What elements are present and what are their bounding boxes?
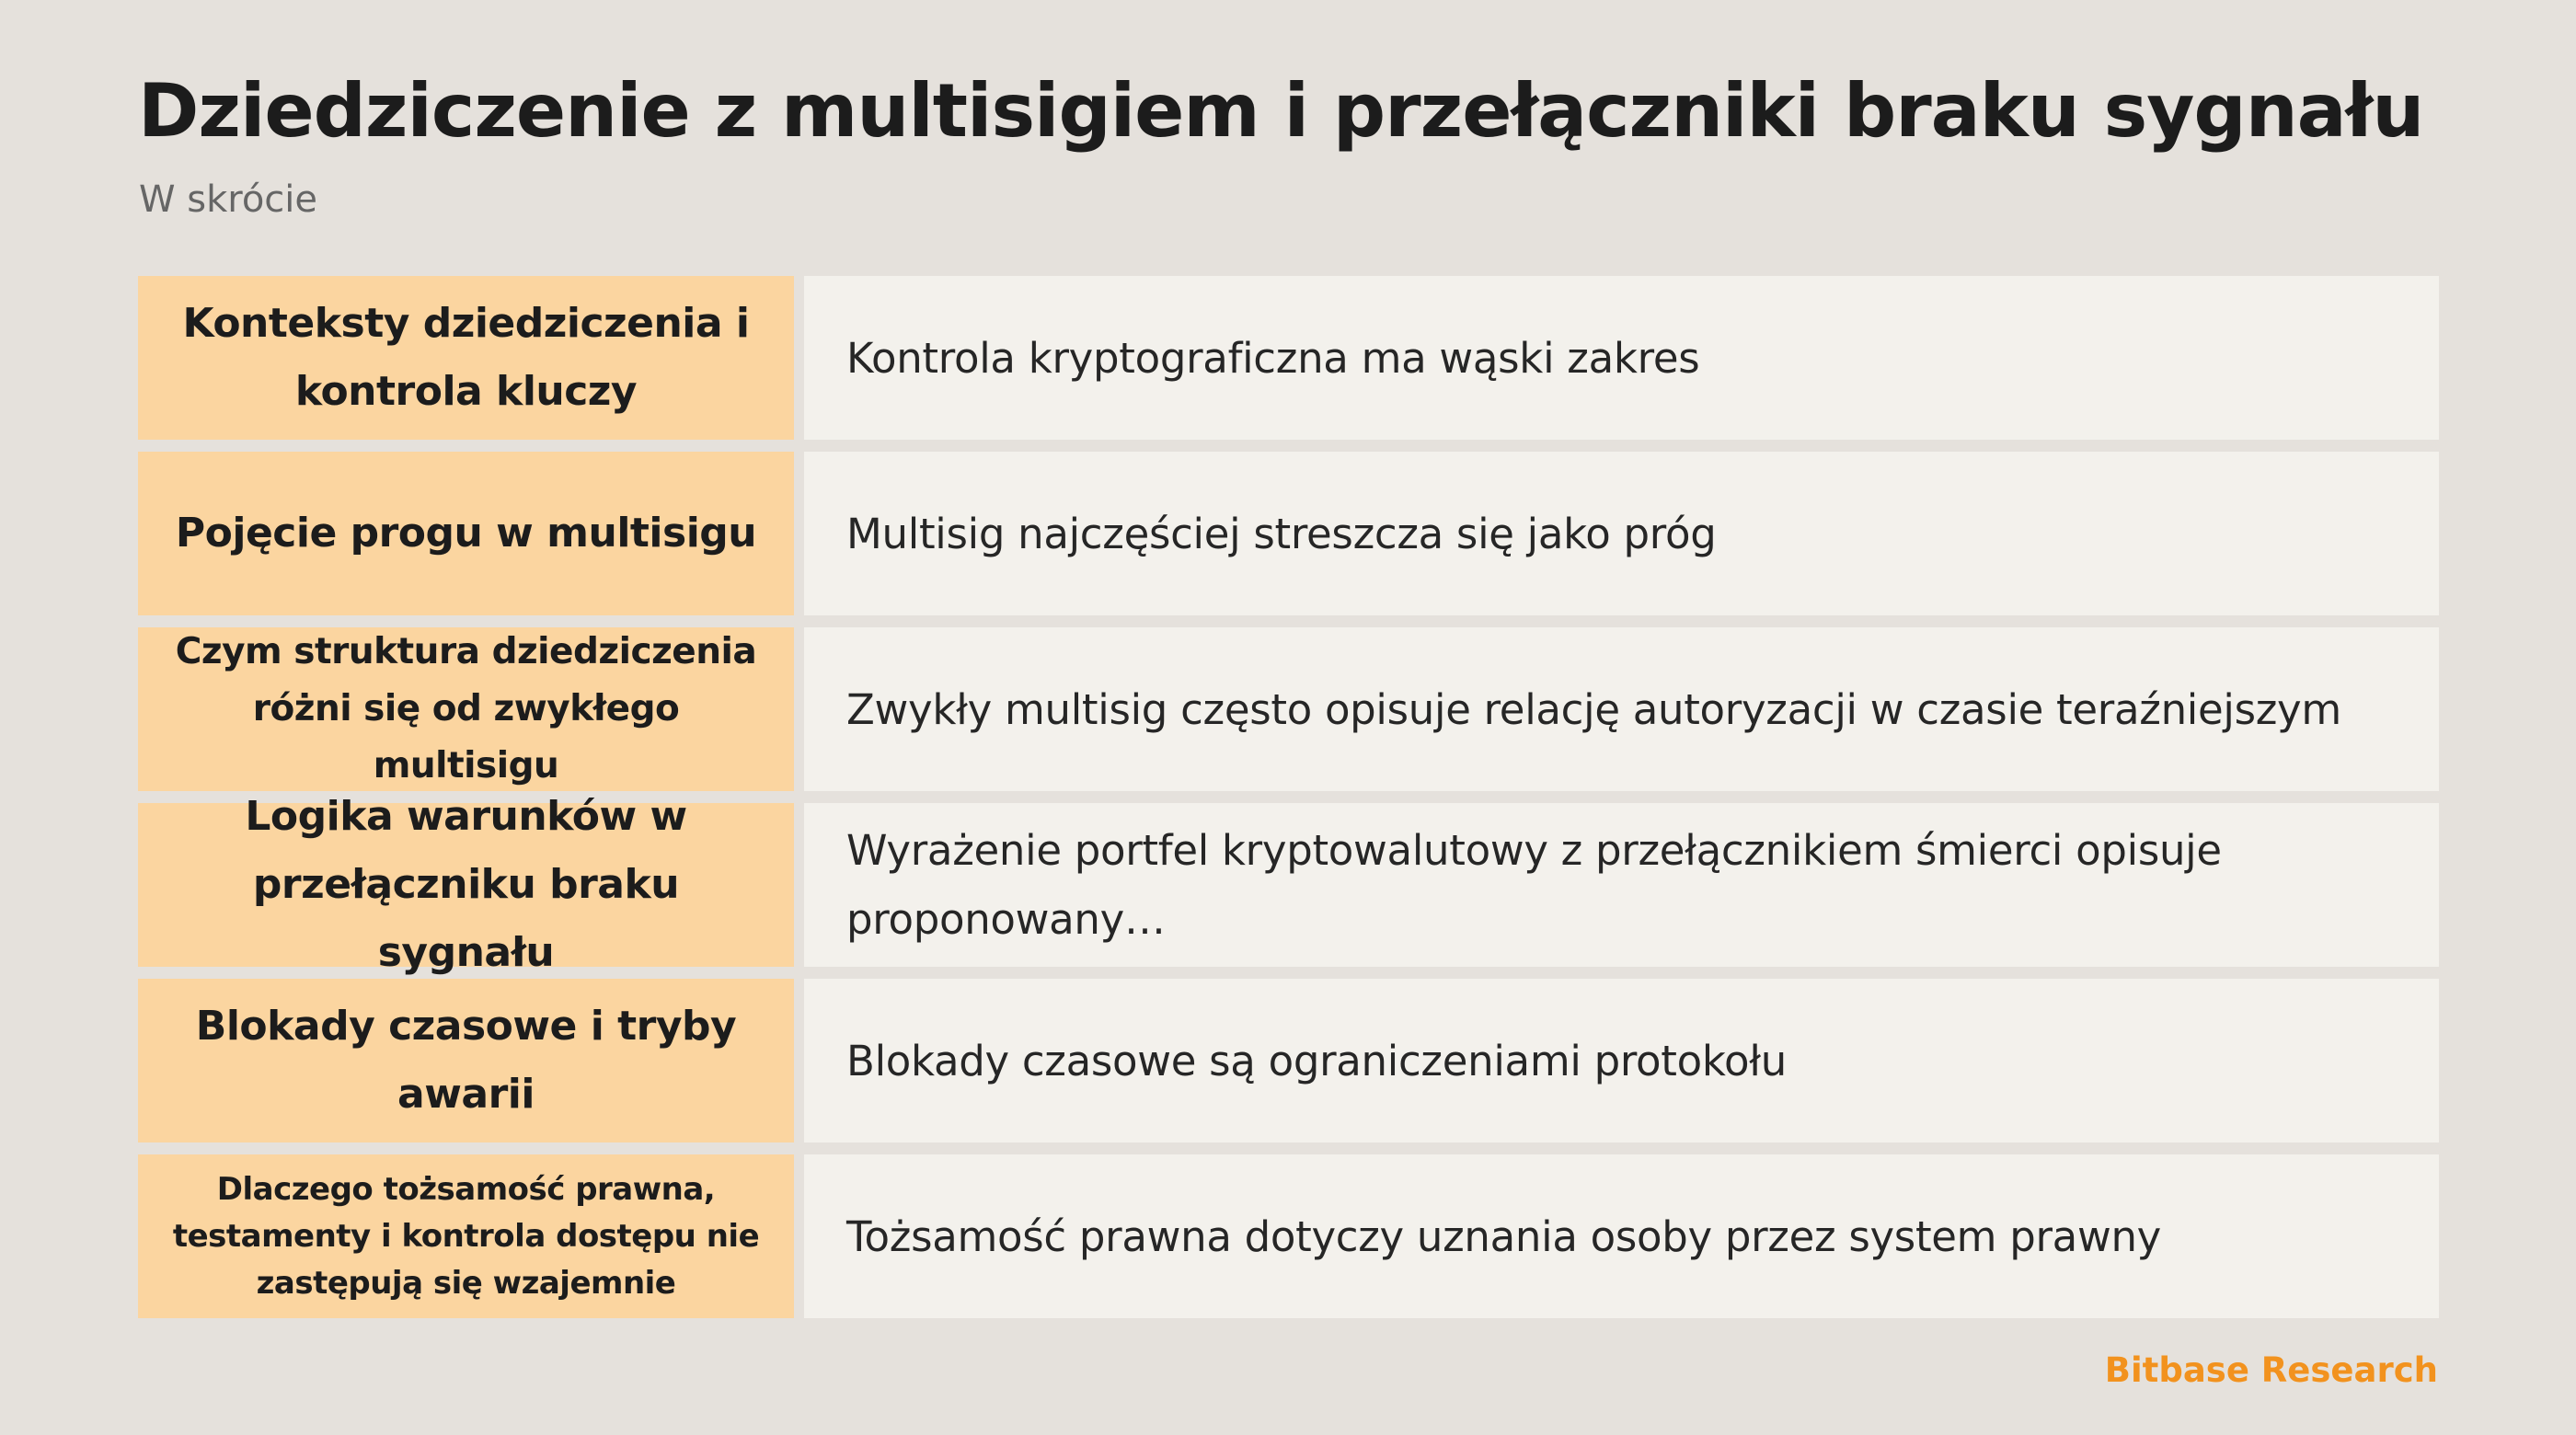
- row-value: Multisig najczęściej streszcza się jako próg: [804, 452, 2439, 615]
- page-title: Dziedziczenie z multisigiem i przełączniki braku sygnału: [138, 68, 2424, 154]
- row-value: Kontrola kryptograficzna ma wąski zakres: [804, 276, 2439, 440]
- table-row: [138, 627, 2439, 791]
- row-label: Dlaczego tożsamość prawna, testamenty i kontrola dostępu nie zastępują się wzajemnie: [138, 1154, 794, 1318]
- row-label: Logika warunków w przełączniku braku sygnału: [138, 803, 794, 967]
- row-value: Wyrażenie portfel kryptowalutowy z przełącznikiem śmierci opisuje proponowany…: [804, 803, 2439, 967]
- summary-table: [138, 276, 2439, 1318]
- brand-name: Bitbase Research: [2104, 1350, 2438, 1390]
- row-value: Tożsamość prawna dotyczy uznania osoby przez system prawny: [804, 1154, 2439, 1318]
- row-value: Blokady czasowe są ograniczeniami protokołu: [804, 979, 2439, 1142]
- table-row: [138, 979, 2439, 1142]
- table-row: [138, 276, 2439, 440]
- page-subtitle: W skrócie: [139, 178, 318, 221]
- table-row: [138, 1154, 2439, 1318]
- row-value: Zwykły multisig często opisuje relację autoryzacji w czasie teraźniejszym: [804, 627, 2439, 791]
- row-label: Konteksty dziedziczenia i kontrola kluczy: [138, 276, 794, 440]
- row-label: Czym struktura dziedziczenia różni się od zwykłego multisigu: [138, 627, 794, 791]
- table-row: [138, 452, 2439, 615]
- row-label: Blokady czasowe i tryby awarii: [138, 979, 794, 1142]
- table-row: [138, 793, 2439, 976]
- row-label: Pojęcie progu w multisigu: [138, 452, 794, 615]
